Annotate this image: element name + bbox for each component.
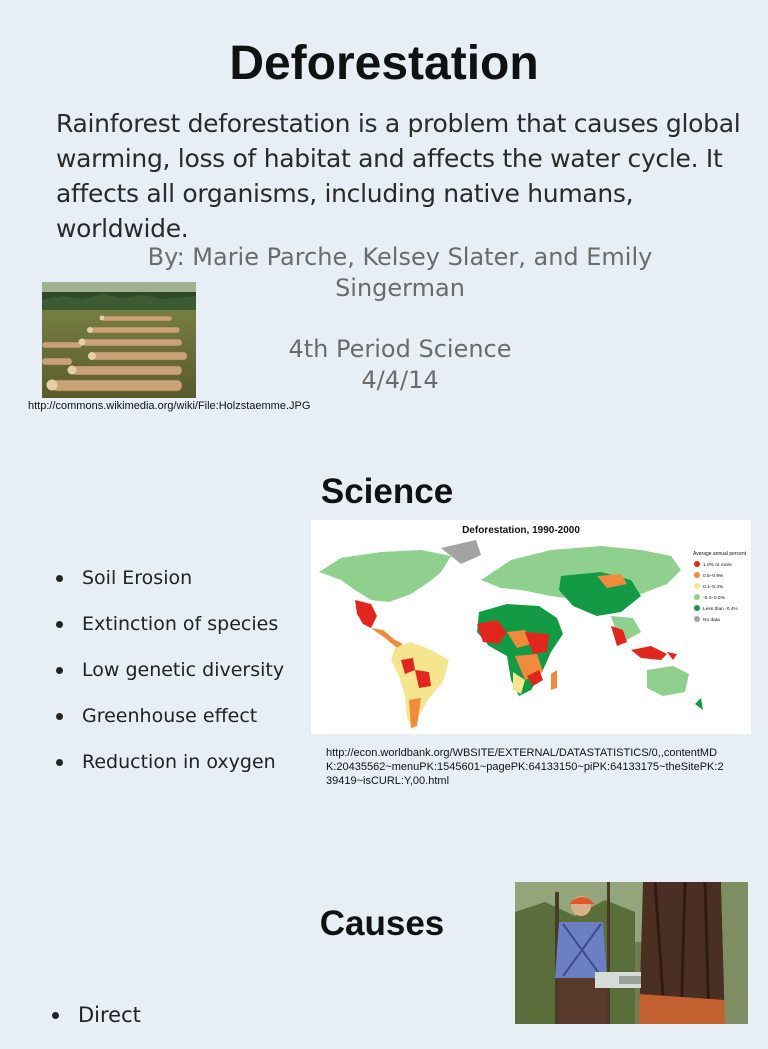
page-title: Deforestation xyxy=(229,37,539,90)
map-image-source: http://econ.worldbank.org/WBSITE/EXTERNAL/DATASTATISTICS/0,,contentMDK:20435562~menuPK:1545601~pagePK:64133150~piPK:64133175~theSitePK:239419~isCURL:Y,00.html xyxy=(326,747,724,787)
legend-label: 1.0% or more xyxy=(703,563,732,568)
legend-label: Less than -0.4% xyxy=(703,607,738,612)
list-item: Low genetic diversity xyxy=(54,658,314,704)
authors-line: By: Marie Parche, Kelsey Slater, and Emily Singerman xyxy=(147,243,653,302)
causes-heading: Causes xyxy=(319,904,445,943)
causes-list xyxy=(50,1003,250,1049)
list-item: Reduction in oxygen xyxy=(54,750,314,796)
legend-label: -0.4–0.0% xyxy=(703,596,725,601)
map-title: Deforestation, 1990-2000 xyxy=(462,525,580,536)
logs-image-source: http://commons.wikimedia.org/wiki/File:Holzstaemme.JPG xyxy=(28,400,311,412)
list-item: Extinction of species xyxy=(54,612,314,658)
list-item: Soil Erosion xyxy=(54,566,314,612)
class-date: 4/4/14 xyxy=(361,366,439,394)
science-list xyxy=(54,566,314,796)
logger-cutting-tree-photo xyxy=(515,882,748,1024)
log-pile-photo xyxy=(42,282,196,398)
legend-label: 0.5–0.9% xyxy=(703,574,724,579)
legend-label: 0.1–0.4% xyxy=(703,585,724,590)
list-item: Direct xyxy=(50,1003,250,1049)
legend-title: Average annual percent xyxy=(693,551,747,557)
class-info xyxy=(250,334,550,396)
deforestation-world-map xyxy=(311,520,751,734)
legend-label: No data xyxy=(703,618,720,623)
intro-paragraph: Rainforest deforestation is a problem that causes global warming, loss of habitat and affects the water cycle. It affects all organisms, including native humans, worldwide. xyxy=(56,109,741,243)
list-item: Greenhouse effect xyxy=(54,704,314,750)
class-period: 4th Period Science xyxy=(288,335,512,363)
science-heading: Science xyxy=(320,472,454,511)
